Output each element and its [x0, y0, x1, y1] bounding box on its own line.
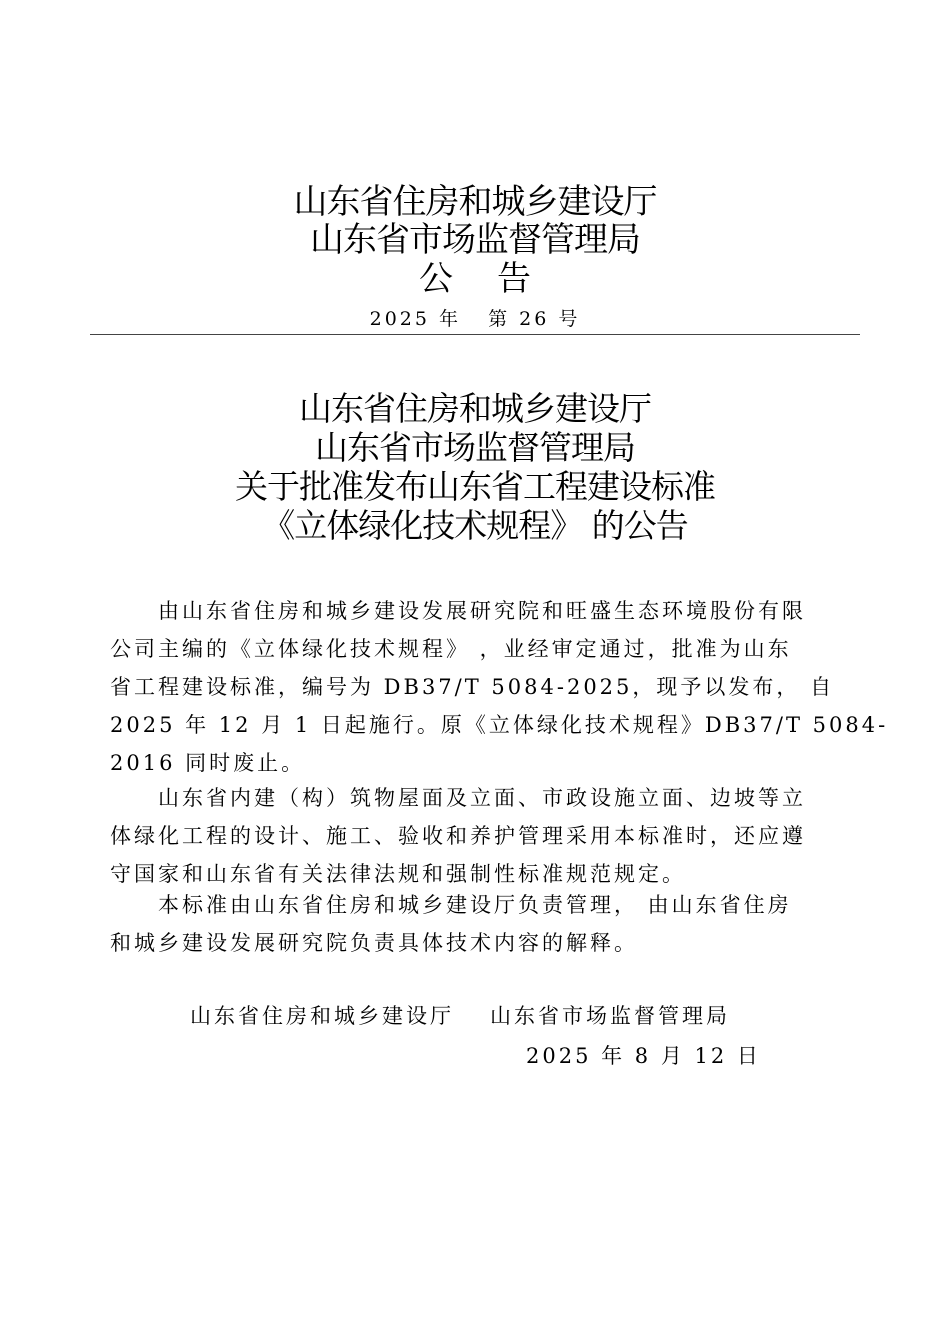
issuer-org-2: 山东省市场监督管理局 [310, 220, 640, 260]
signature-org-1: 山东省住房和城乡建设厅 [190, 1004, 454, 1028]
signature-orgs [190, 997, 730, 1035]
title-line-3: 关于批准发布山东省工程建设标准 [235, 467, 715, 506]
paragraph-3 [110, 886, 860, 962]
paragraph-2 [110, 779, 860, 893]
document-type [0, 259, 950, 299]
issuer-org-1: 山东省住房和城乡建设厅 [293, 182, 657, 222]
paragraph-line: 2016 同时废止。 [110, 751, 306, 775]
paragraph-line: 由山东省住房和城乡建设发展研究院和旺盛生态环境股份有限 [110, 599, 806, 623]
paragraph-line: 省工程建设标准，编号为 DB37/T 5084-2025，现予以发布， 自 [110, 675, 835, 699]
paragraph-line: 2025 年 12 月 1 日起施行。原《立体绿化技术规程》DB37/T 5084- [110, 713, 889, 737]
signature-date: 2025 年 8 月 12 日 [526, 1044, 761, 1068]
title-line-1: 山东省住房和城乡建设厅 [299, 389, 651, 428]
paragraph-line: 山东省内建（构）筑物屋面及立面、市政设施立面、边坡等立 [110, 786, 806, 810]
paragraph-line: 守国家和山东省有关法律法规和强制性标准规范规定。 [110, 862, 686, 886]
document-type-char-1: 公 [419, 259, 453, 299]
header-divider [90, 334, 860, 335]
title-line-2: 山东省市场监督管理局 [315, 428, 635, 467]
paragraph-line: 本标准由山东省住房和城乡建设厅负责管理， 由山东省住房 [110, 893, 792, 917]
paragraph-line: 公司主编的《立体绿化技术规程》 ，业经审定通过，批准为山东 [110, 637, 792, 661]
signature-org-2: 山东省市场监督管理局 [490, 1004, 730, 1028]
paragraph-1 [110, 592, 889, 782]
paragraph-line: 和城乡建设发展研究院负责具体技术内容的解释。 [110, 931, 638, 955]
issue-number: 2025 年 第 26 号 [369, 308, 581, 330]
paragraph-line: 体绿化工程的设计、施工、验收和养护管理采用本标准时，还应遵 [110, 824, 806, 848]
document-type-char-2: 告 [497, 259, 531, 299]
title-line-4: 《立体绿化技术规程》 的公告 [262, 506, 688, 545]
